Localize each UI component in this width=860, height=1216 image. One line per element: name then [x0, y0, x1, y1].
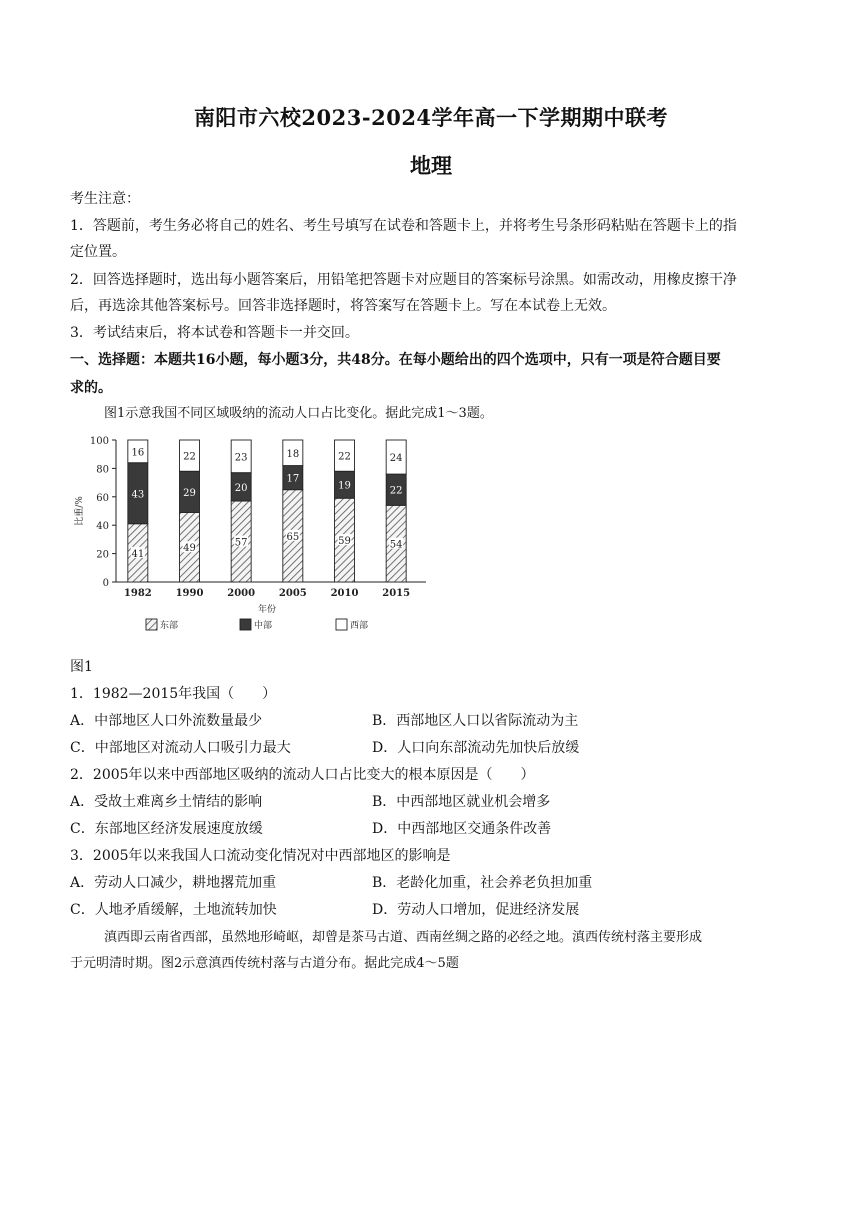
data-label: 65 [286, 531, 300, 543]
notice-item-2-cont: 后，再选涂其他答案标号。回答非选择题时，将答案写在答题卡上。写在本试卷上无效。 [70, 298, 616, 314]
question-2-option-d: D．中西部地区交通条件改善 [372, 821, 552, 837]
x-tick-label: 1990 [175, 588, 204, 599]
question-2-option-b: B．中西部地区就业机会增多 [372, 794, 551, 810]
legend-label: 东部 [160, 621, 179, 631]
question-1-option-c: C．中部地区对流动人口吸引力最大 [70, 740, 291, 756]
question-3-option-b: B．老龄化加重，社会养老负担加重 [372, 875, 593, 891]
section-heading: 一、选择题：本题共16小题，每小题3分，共48分。在每小题给出的四个选项中，只有一项是符合题目要 [70, 352, 721, 368]
figure-1-caption: 图1 [70, 659, 93, 675]
data-label: 41 [131, 548, 145, 560]
data-label: 17 [286, 473, 300, 485]
exam-subject: 地理 [410, 153, 452, 178]
y-tick-label: 80 [96, 464, 109, 476]
y-tick-label: 100 [89, 436, 109, 447]
data-label: 18 [286, 448, 300, 460]
legend-label: 中部 [254, 621, 273, 631]
notice-item-1: 1．答题前，考生务必将自己的姓名、考生号填写在试卷和答题卡上，并将考生号条形码粘贴在答题卡上的指 [70, 218, 737, 234]
x-tick-label: 1982 [123, 588, 152, 599]
notice-heading: 考生注意： [70, 191, 140, 207]
x-tick-label: 2005 [278, 588, 307, 599]
question-1-option-a: A．中部地区人口外流数量最少 [70, 713, 263, 729]
question-3-option-c: C．人地矛盾缓解，土地流转加快 [70, 902, 277, 918]
question-1-option-b: B．西部地区人口以省际流动为主 [372, 713, 579, 729]
data-label: 23 [234, 452, 248, 464]
x-axis-label: 年份 [257, 605, 277, 615]
data-label: 29 [183, 487, 196, 499]
data-label: 22 [183, 451, 196, 463]
data-label: 16 [131, 447, 145, 459]
exam-title: 南阳市六校2023-2024学年高一下学期期中联考 [193, 105, 669, 130]
data-label: 57 [234, 537, 248, 549]
question-2-option-c: C．东部地区经济发展速度放缓 [70, 821, 263, 837]
chart-legend [146, 619, 368, 631]
section-heading-cont: 求的。 [70, 380, 112, 396]
x-tick-label: 2010 [330, 588, 359, 599]
question-3-option-d: D．劳动人口增加，促进经济发展 [372, 902, 580, 918]
question-intro-1: 图1示意我国不同区域吸纳的流动人口占比变化。据此完成1～3题。 [104, 406, 493, 421]
question-2-option-a: A．受故土难离乡土情结的影响 [70, 794, 263, 810]
figure-1-chart [70, 432, 432, 648]
data-label: 49 [183, 543, 196, 555]
legend-swatch [146, 619, 157, 630]
x-tick-label: 2000 [227, 588, 256, 599]
legend-swatch [240, 619, 251, 630]
data-label: 24 [389, 453, 403, 465]
notice-item-3: 3．考试结束后，将本试卷和答题卡一并交回。 [70, 325, 359, 341]
data-label: 22 [389, 485, 403, 497]
legend-swatch [336, 619, 347, 630]
notice-item-2: 2．回答选择题时，选出每小题答案后，用铅笔把答题卡对应题目的答案标号涂黑。如需改动，用橡皮擦干净 [70, 272, 737, 288]
stacked-bar-chart [70, 432, 432, 648]
y-tick-label: 40 [96, 521, 109, 533]
chart-bars [128, 440, 406, 582]
question-3-option-a: A．劳动人口减少，耕地撂荒加重 [70, 875, 277, 891]
y-tick-label: 20 [96, 549, 109, 561]
question-1-option-d: D．人口向东部流动先加快后放缓 [372, 740, 580, 756]
data-label: 54 [389, 539, 403, 551]
question-intro-2: 滇西即云南省西部，虽然地形崎岖，却曾是茶马古道、西南丝绸之路的必经之地。滇西传统村落主要形成 [104, 930, 703, 945]
question-3-stem: 3．2005年以来我国人口流动变化情况对中西部地区的影响是 [70, 848, 451, 864]
x-tick-label: 2015 [382, 588, 411, 599]
data-label: 43 [131, 489, 145, 501]
question-2-stem: 2．2005年以来中西部地区吸纳的流动人口占比变大的根本原因是（ ） [70, 767, 535, 783]
y-tick-label: 0 [102, 578, 109, 589]
data-label: 19 [338, 480, 351, 492]
question-intro-2-cont: 于元明清时期。图2示意滇西传统村落与古道分布。据此完成4～5题 [70, 956, 459, 971]
y-tick-label: 60 [96, 492, 109, 504]
data-label: 59 [338, 536, 351, 548]
data-label: 22 [338, 451, 351, 463]
y-axis-label: 比重/% [75, 496, 85, 526]
question-1-stem: 1．1982—2015年我国（ ） [70, 686, 277, 702]
notice-item-1-cont: 定位置。 [70, 244, 126, 260]
legend-label: 西部 [350, 621, 369, 631]
data-label: 20 [234, 482, 248, 494]
